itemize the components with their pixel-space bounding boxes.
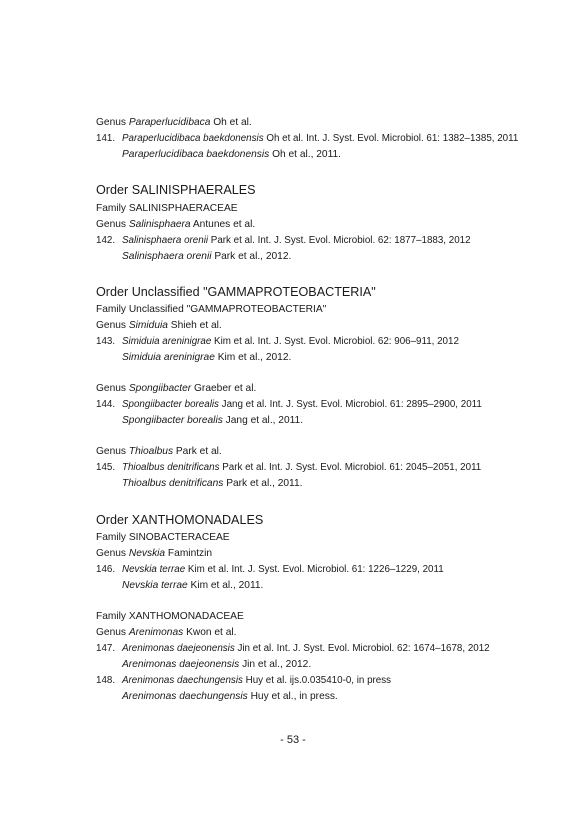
page-number: - 53 - xyxy=(280,734,306,746)
species-entry: 148. Arenimonas daechungensis Huy et al. ijs.0.035410-0, in press xyxy=(96,675,392,686)
genus-heading: Genus Thioalbus Park et al. xyxy=(96,446,222,457)
species-reference: Spongiibacter borealis Jang et al., 2011. xyxy=(122,415,304,426)
species-entry: 146. Nevskia terrae Kim et al. Int. J. Syst. Evol. Microbiol. 61: 1226–1229, 2011 xyxy=(96,564,444,575)
family-heading: Family SINOBACTERACEAE xyxy=(96,532,230,543)
species-reference: Thioalbus denitrificans Park et al., 2011. xyxy=(122,478,303,489)
genus-heading: Genus Spongiibacter Graeber et al. xyxy=(96,383,257,394)
species-reference: Arenimonas daejeonensis Jin et al., 2012. xyxy=(122,659,312,670)
species-entry: 145. Thioalbus denitrificans Park et al. Int. J. Syst. Evol. Microbiol. 61: 2045–2051, 2011 xyxy=(96,462,482,473)
genus-heading: Genus Salinisphaera Antunes et al. xyxy=(96,219,256,230)
species-reference: Salinisphaera orenii Park et al., 2012. xyxy=(122,251,292,262)
order-heading: Order XANTHOMONADALES xyxy=(96,513,264,527)
genus-heading: Genus Simiduia Shieh et al. xyxy=(96,320,222,331)
species-entry: 143. Simiduia areninigrae Kim et al. Int. J. Syst. Evol. Microbiol. 62: 906–911, 2012 xyxy=(96,336,459,347)
species-reference: Nevskia terrae Kim et al., 2011. xyxy=(122,580,264,591)
family-heading: Family XANTHOMONADACEAE xyxy=(96,611,244,622)
species-reference: Simiduia areninigrae Kim et al., 2012. xyxy=(122,352,292,363)
species-entry: 142. Salinisphaera orenii Park et al. Int. J. Syst. Evol. Microbiol. 62: 1877–1883, 2012 xyxy=(96,235,471,246)
species-reference: Paraperlucidibaca baekdonensis Oh et al., 2011. xyxy=(122,149,342,160)
species-entry: 144. Spongiibacter borealis Jang et al. Int. J. Syst. Evol. Microbiol. 61: 2895–2900, 2011 xyxy=(96,399,482,410)
genus-heading: Genus Paraperlucidibaca Oh et al. xyxy=(96,117,252,128)
family-heading: Family Unclassified "GAMMAPROTEOBACTERIA" xyxy=(96,304,327,315)
genus-heading: Genus Nevskia Famintzin xyxy=(96,548,213,559)
species-entry: 147. Arenimonas daejeonensis Jin et al. Int. J. Syst. Evol. Microbiol. 62: 1674–1678, 2012 xyxy=(96,643,490,654)
family-heading: Family SALINISPHAERACEAE xyxy=(96,203,238,214)
order-heading: Order Unclassified "GAMMAPROTEOBACTERIA" xyxy=(96,285,376,299)
species-entry: 141. Paraperlucidibaca baekdonensis Oh et al. Int. J. Syst. Evol. Microbiol. 61: 1382–1385, 2011 xyxy=(96,133,519,144)
species-reference: Arenimonas daechungensis Huy et al., in press. xyxy=(122,691,338,702)
genus-heading: Genus Arenimonas Kwon et al. xyxy=(96,627,237,638)
order-heading: Order SALINISPHAERALES xyxy=(96,183,256,197)
